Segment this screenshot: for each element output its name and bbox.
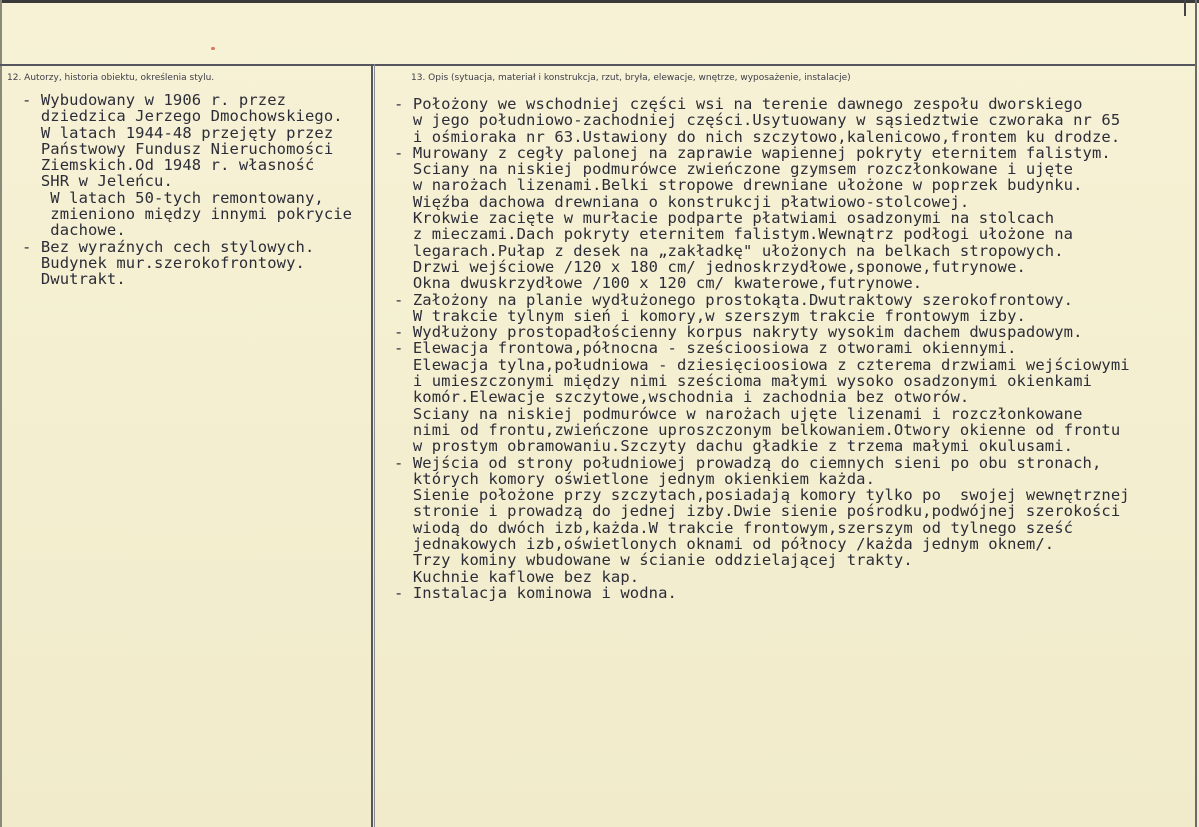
text-line: z mieczami.Dach pokryty eternitem falistym.Wewnątrz podłogi ułożone na (394, 225, 1074, 244)
column-divider-inner (374, 64, 375, 827)
text-line: - Bez wyraźnych cech stylowych. (22, 237, 315, 256)
top-right-tick (1184, 0, 1186, 16)
text-line: nimi od frontu,zwieńczone uproszczonym belkowaniem.Otwory okienne od frontu (394, 420, 1121, 439)
text-line: - Elewacja frontowa,północna - sześcioosiowa z otworami okiennymi. (394, 339, 1017, 358)
text-line: stronie i prowadzą do jednej izby.Dwie sienie pośrodku,podwójnej szerokości (394, 502, 1121, 521)
text-line: komór.Elewacje szczytowe,wschodnia i zachodnia bez otworów. (394, 388, 970, 407)
text-line: - Instalacja kominowa i wodna. (394, 583, 677, 602)
text-line: wiodą do dwóch izb,każda.W trakcie frontowym,szerszym od tylnego sześć (394, 518, 1074, 537)
text-line: Dwutrakt. (22, 270, 126, 289)
text-line: których komory oświetlone jednym okienkiem każda. (394, 469, 876, 488)
text-line: w prostym obramowaniu.Szczyty dachu gładkie z trzema małymi okulusami. (394, 437, 1074, 456)
text-line: Sciany na niskiej podmurówce w narożach ujęte lizenami i rozczłonkowane (394, 404, 1083, 423)
text-line: - Założony na planie wydłużonego prostokąta.Dwutraktowy szerokofrontowy. (394, 290, 1074, 309)
description-text (394, 96, 1130, 601)
section-12-header: 12. Autorzy, historia obiektu, określenia stylu. (7, 73, 215, 83)
text-line: w jego południowo-zachodniej części.Usytuowany w sąsiedztwie czworaka nr 65 (394, 111, 1121, 130)
text-line: jednakowych izb,oświetlonych oknami od północy /każda jednym oknem/. (394, 535, 1055, 554)
text-line: Budynek mur.szerokofrontowy. (22, 253, 305, 272)
text-line: Trzy kominy wbudowane w ścianie oddzielającej trakty. (394, 551, 913, 570)
ink-speck (211, 47, 215, 50)
text-line: SHR w Jeleńcu. (22, 172, 173, 191)
text-line: i ośmioraka nr 63.Ustawiony do nich szczytowo,kalenicowo,frontem ku drodze. (394, 127, 1121, 146)
left-edge-rule (0, 0, 2, 827)
top-edge-rule (0, 0, 1199, 3)
text-line: W latach 50-tych remontowany, (22, 188, 324, 207)
text-line: W latach 1944-48 przejęty przez (22, 123, 334, 142)
authors-history-text (22, 92, 352, 288)
text-line: dachowe. (22, 221, 126, 240)
text-line: legarach.Pułap z desek na „zakładkę" ułożonych na belkach stropowych. (394, 241, 1064, 260)
text-line: Państwowy Fundusz Nieruchomości (22, 139, 334, 158)
text-line: Sciany na niskiej podmurówce zwieńczone gzymsem rozczłonkowane i ujęte (394, 160, 1074, 179)
text-line: W trakcie tylnym sień i komory,w szerszym trakcie frontowym izby. (394, 306, 1026, 325)
text-line: - Położony we wschodniej części wsi na terenie dawnego zespołu dworskiego (394, 95, 1083, 113)
text-line: Okna dwuskrzydłowe /100 x 120 cm/ kwaterowe,futrynowe. (394, 274, 923, 293)
text-line: Ziemskich.Od 1948 r. własność (22, 156, 315, 175)
text-line: Kuchnie kaflowe bez kap. (394, 567, 640, 586)
text-line: Drzwi wejściowe /120 x 180 cm/ jednoskrzydłowe,sponowe,futrynowe. (394, 257, 1026, 276)
text-line: w narożach lizenami.Belki stropowe drewniane ułożone w poprzek budynku. (394, 176, 1083, 195)
text-line: - Murowany z cegły palonej na zaprawie wapiennej pokryty eternitem falistym. (394, 143, 1111, 162)
text-line: i umieszczonymi między nimi sześcioma małymi wysoko osadzonymi okienkami (394, 372, 1092, 391)
text-line: dziedzica Jerzego Dmochowskiego. (22, 107, 343, 126)
text-line: Krokwie zacięte w murłacie podparte płatwiami osadzonymi na stolcach (394, 209, 1055, 228)
column-divider (371, 64, 373, 827)
text-line: Elewacja tylna,południowa - dziesięcioosiowa z czterema drzwiami wejściowymi (394, 355, 1130, 374)
text-line: Sienie położone przy szczytach,posiadają komory tylko po swojej wewnętrznej (394, 486, 1130, 505)
right-edge-rule (1195, 0, 1197, 827)
text-line: Więźba dachowa drewniana o konstrukcji płatwiowo-stolcowej. (394, 192, 970, 211)
text-line: zmieniono między innymi pokrycie (22, 205, 353, 224)
section-13-header: 13. Opis (sytuacja, materiał i konstrukcja, rzut, bryła, elewacje, wnętrze, wyposażenie, instalacje) (411, 73, 851, 83)
header-rule (0, 64, 1195, 66)
text-line: - Wejścia od strony południowej prowadzą do ciemnych sieni po obu stronach, (394, 453, 1102, 472)
text-line: - Wydłużony prostopadłościenny korpus nakryty wysokim dachem dwuspadowym. (394, 323, 1083, 342)
text-line: - Wybudowany w 1906 r. przez (22, 91, 287, 109)
